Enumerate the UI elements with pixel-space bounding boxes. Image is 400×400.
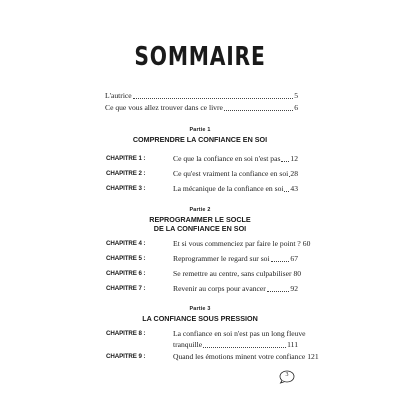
- chapter-8-title-line-1[interactable]: La confiance en soi n'est pas un long fleuve: [173, 329, 306, 338]
- toc-entry-chapter-6[interactable]: [173, 268, 302, 280]
- toc-entry-page: 92: [290, 284, 298, 293]
- page-title: SOMMAIRE: [134, 42, 266, 72]
- chapter-4-number: CHAPITRE 4 :: [106, 240, 146, 247]
- chapter-7-number: CHAPITRE 7 :: [106, 285, 146, 292]
- toc-entry-chapter-9[interactable]: [173, 351, 319, 363]
- toc-entry-chapter-2[interactable]: [173, 168, 298, 180]
- part-2-title-line-1: REPROGRAMMER LE SOCLE: [149, 215, 251, 224]
- toc-entry-introduction[interactable]: [105, 102, 298, 114]
- chapter-8-number: CHAPITRE 8 :: [106, 330, 146, 337]
- toc-entry-page: 80: [293, 269, 302, 278]
- toc-entry-chapter-1[interactable]: [173, 153, 298, 165]
- part-3-title: LA CONFIANCE SOUS PRESSION: [142, 314, 258, 323]
- toc-entry-chapter-5[interactable]: [173, 253, 298, 265]
- chapter-1-number: CHAPITRE 1 :: [106, 155, 146, 162]
- dot-leader: [203, 339, 286, 348]
- toc-entry-label: Reprogrammer le regard sur soi: [173, 254, 270, 263]
- toc-entry-chapter-4[interactable]: [173, 238, 311, 250]
- toc-entry-page: 67: [290, 254, 298, 263]
- toc-entry-page: 12: [290, 154, 298, 163]
- toc-entry-page: 43: [290, 184, 298, 193]
- toc-entry-page: 111: [287, 340, 298, 349]
- part-3-label: Partie 3: [189, 306, 211, 312]
- toc-entry-page: 60: [302, 239, 311, 248]
- chapter-3-number: CHAPITRE 3 :: [106, 185, 146, 192]
- part-2-title-line-2: DE LA CONFIANCE EN SOI: [153, 224, 247, 233]
- chapter-9-number: CHAPITRE 9 :: [106, 353, 146, 360]
- toc-entry-chapter-8[interactable]: [173, 339, 298, 351]
- toc-entry-label: Ce que la confiance en soi n'est pas: [173, 154, 281, 163]
- dot-leader: [224, 102, 293, 111]
- toc-entry-autrice[interactable]: [105, 90, 298, 102]
- chapter-5-number: CHAPITRE 5 :: [106, 255, 146, 262]
- toc-entry-label: L'autrice: [105, 91, 132, 100]
- toc-entry-chapter-7[interactable]: [173, 283, 298, 295]
- part-1-label: Partie 1: [189, 127, 211, 133]
- dot-leader: [271, 253, 290, 262]
- toc-entry-page: 5: [294, 91, 298, 100]
- toc-entry-label: tranquille: [173, 340, 203, 349]
- toc-entry-label: Ce que vous allez trouver dans ce livre: [105, 103, 223, 112]
- part-1-title: COMPRENDRE LA CONFIANCE EN SOI: [132, 135, 268, 144]
- chapter-2-number: CHAPITRE 2 :: [106, 170, 146, 177]
- toc-entry-label: Ce qu'est vraiment la confiance en soi: [173, 169, 289, 178]
- toc-entry-page: 121: [307, 352, 319, 361]
- chapter-6-number: CHAPITRE 6 :: [106, 270, 146, 277]
- toc-entry-chapter-3[interactable]: [173, 183, 298, 195]
- toc-entry-page: 6: [294, 103, 298, 112]
- dot-leader: [281, 153, 289, 162]
- dot-leader: [267, 283, 290, 292]
- toc-entry-label: Revenir au corps pour avancer: [173, 284, 266, 293]
- toc-entry-label: Se remettre au centre, sans culpabiliser: [173, 269, 292, 278]
- toc-entry-page: 28: [290, 169, 298, 178]
- toc-entry-label: Quand les émotions minent votre confiance: [173, 352, 306, 361]
- dot-leader: [284, 183, 289, 192]
- part-2-label: Partie 2: [189, 207, 211, 213]
- page-number: 3: [285, 372, 289, 378]
- dot-leader: [133, 90, 294, 99]
- page-number-badge: [279, 370, 297, 384]
- toc-entry-label: Et si vous commenciez par faire le point ?: [173, 239, 301, 248]
- toc-entry-label: La mécanique de la confiance en soi: [173, 184, 284, 193]
